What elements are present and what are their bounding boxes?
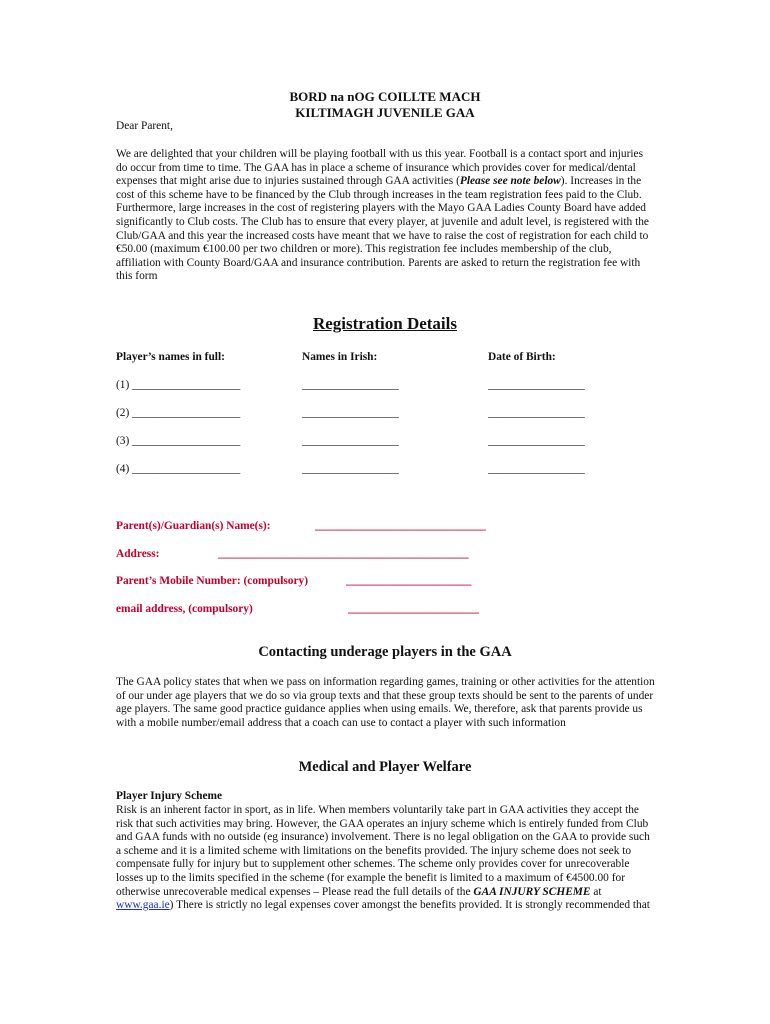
player-4-irish-field[interactable]: _________________ — [302, 463, 399, 475]
salutation: Dear Parent, — [116, 120, 173, 132]
parent-name-label: Parent(s)/Guardian(s) Name(s): — [116, 520, 271, 532]
intro-text-start: We are delighted that your children will be playing football with us this year. Football is a contact sport and injuries do occur from time to time. The GAA has in place a scheme of insurance which provides cover for medical/dental expenses that might arise due to injuries sustained through GAA activities ( — [116, 148, 644, 188]
injury-text-start: Risk is an inherent factor in sport, as in life. When members voluntarily take part in GAA activities they accept the risk that such activities may bring. However, the GAA operates an injury scheme which is entirely funded from Club and GAA funds with no outside (eg insurance) involvement. There is no legal obligation on the GAA to provide such a scheme and it is a limited scheme with limitations on the benefits provided. The injury scheme does not seek to compensate fully for injury but to supplement other schemes. The scheme only provides cover for unrecoverable losses up to the limits specified in the scheme (for example the benefit is limited to a maximum of €4500.00 for otherwise unrecoverable medical expenses – Please read the full details of the — [116, 804, 650, 898]
player-2-irish-field[interactable]: _________________ — [302, 407, 399, 419]
email-field[interactable]: _______________________ — [348, 603, 479, 615]
col-player-names: Player’s names in full: — [116, 351, 225, 363]
player-2-dob-field[interactable]: _________________ — [488, 407, 585, 419]
club-title-english: KILTIMAGH JUVENILE GAA — [295, 105, 475, 120]
player-1-dob-field[interactable]: _________________ — [488, 379, 585, 391]
player-2-name-field[interactable]: (2) ___________________ — [116, 407, 241, 419]
gaa-website-link[interactable]: www.gaa.ie — [116, 899, 170, 912]
player-1-irish-field[interactable]: _________________ — [302, 379, 399, 391]
registration-heading: Registration Details — [312, 314, 457, 333]
player-4-dob-field[interactable]: _________________ — [488, 463, 585, 475]
injury-text-end: ) There is strictly no legal expenses cover amongst the benefits provided. It is strongly recommended that — [169, 899, 650, 912]
intro-paragraph — [116, 148, 656, 284]
medical-welfare-heading: Medical and Player Welfare — [298, 759, 472, 775]
address-label: Address: — [116, 548, 160, 560]
address-field[interactable]: ____________________________________________ — [218, 548, 469, 560]
injury-text-at: at — [590, 885, 602, 898]
mobile-number-label: Parent’s Mobile Number: (compulsory) — [116, 575, 309, 587]
mobile-number-field[interactable]: ______________________ — [346, 575, 472, 587]
email-label: email address, (compulsory) — [116, 603, 253, 615]
intro-text-end: ). Increases in the cost of this scheme have to be financed by the Club through increases in the team registration fees paid to the Club. Furthermore, large increases in the cost of registering players with the Mayo GAA Ladies County Board have added significantly to Club costs. The Club has to ensure that every player, at juvenile and adult level, is registered with the Club/GAA and this year the increased costs have meant that we have to raise the cost of registration for each child to €50.00 (maximum €100.00 per two children or more). This registration fee includes membership of the club, affiliation with County Board/GAA and insurance contribution. Parents are asked to return the registration fee with this form — [116, 175, 649, 283]
club-title-irish: BORD na nOG COILLTE MACH — [289, 89, 481, 104]
player-3-irish-field[interactable]: _________________ — [302, 435, 399, 447]
contact-policy-paragraph — [116, 676, 656, 730]
col-date-of-birth: Date of Birth: — [488, 351, 556, 363]
note-reference: Please see note below — [459, 175, 561, 188]
player-1-name-field[interactable]: (1) ___________________ — [116, 379, 241, 391]
col-irish-names: Names in Irish: — [302, 351, 378, 363]
injury-scheme-paragraph — [116, 804, 656, 913]
contact-policy-text: The GAA policy states that when we pass on information regarding games, training or other activities for the attention of our under age players that we do so via group texts and that these group texts should be sent to the parents of under age players. The same good practice guidance applies when using emails. We, therefore, ask that parents provide us with a mobile number/email address that a coach can use to contact a player with such information — [116, 676, 655, 729]
parent-name-field[interactable]: ______________________________ — [315, 520, 486, 532]
contacting-heading: Contacting underage players in the GAA — [258, 644, 512, 660]
injury-scheme-subheading: Player Injury Scheme — [116, 790, 223, 802]
player-3-dob-field[interactable]: _________________ — [488, 435, 585, 447]
gaa-injury-scheme-name: GAA INJURY SCHEME — [473, 885, 591, 898]
player-4-name-field[interactable]: (4) ___________________ — [116, 463, 241, 475]
player-3-name-field[interactable]: (3) ___________________ — [116, 435, 241, 447]
